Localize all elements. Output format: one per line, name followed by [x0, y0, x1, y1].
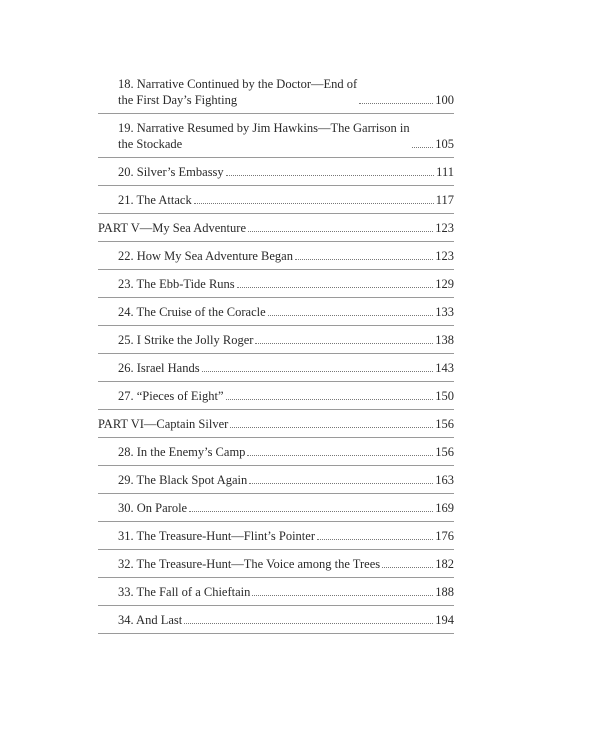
toc-entry-title: 27. “Pieces of Eight” [118, 389, 224, 403]
dot-leader [268, 315, 434, 316]
toc-entry-chapter-28[interactable] [98, 444, 454, 460]
toc-entry-title: 24. The Cruise of the Coracle [118, 305, 266, 319]
dot-leader [237, 287, 434, 288]
toc-entry-chapter-33[interactable] [98, 584, 454, 600]
toc-entry-page: 182 [435, 557, 454, 571]
toc-entry-chapter-31[interactable] [98, 528, 454, 544]
toc-entry-title: 21. The Attack [118, 193, 192, 207]
dot-leader [247, 455, 433, 456]
toc-entry-title: 29. The Black Spot Again [118, 473, 248, 487]
dot-leader [184, 623, 433, 624]
toc-entry-title: 23. The Ebb-Tide Runs [118, 277, 235, 291]
toc-entry-page: 123 [435, 221, 454, 235]
toc-entry-chapter-26[interactable] [98, 360, 454, 376]
toc-entry-page: 156 [435, 417, 454, 431]
dot-leader [189, 511, 433, 512]
toc-part-title: PART VI—Captain Silver [98, 417, 229, 431]
toc-entry-title: 26. Israel Hands [118, 361, 200, 375]
toc-entry-page: 163 [435, 473, 454, 487]
toc-entry-page: 194 [435, 613, 454, 627]
dot-leader [252, 595, 433, 596]
toc-entry-chapter-22[interactable] [98, 248, 454, 264]
toc-entry-title: 20. Silver’s Embassy [118, 165, 224, 179]
toc-entry-page: 105 [435, 137, 454, 151]
toc-entry-chapter-27[interactable] [98, 388, 454, 404]
toc-entry-title: 25. I Strike the Jolly Roger [118, 333, 254, 347]
dot-leader [295, 259, 433, 260]
entry-divider [98, 633, 454, 634]
table-of-contents [98, 70, 454, 634]
toc-entry-title: 32. The Treasure-Hunt—The Voice among the Trees [118, 557, 381, 571]
toc-entry-chapter-32[interactable] [98, 556, 454, 572]
dot-leader [249, 483, 433, 484]
toc-entry-chapter-18[interactable] [98, 76, 454, 108]
toc-entry-page: 111 [436, 165, 454, 179]
toc-entry-title: 28. In the Enemy’s Camp [118, 445, 246, 459]
toc-entry-title: 18. Narrative Continued by the Doctor—End of the First Day’s Fighting [118, 77, 358, 107]
toc-entry-part-vi[interactable] [98, 416, 454, 432]
toc-entry-chapter-23[interactable] [98, 276, 454, 292]
toc-entry-title: 19. Narrative Resumed by Jim Hawkins—The Garrison in the Stockade [118, 121, 410, 151]
dot-leader [255, 343, 433, 344]
toc-entry-chapter-24[interactable] [98, 304, 454, 320]
toc-entry-chapter-29[interactable] [98, 472, 454, 488]
toc-entry-chapter-19[interactable] [98, 120, 454, 152]
toc-entry-part-v[interactable] [98, 220, 454, 236]
toc-entry-title: 30. On Parole [118, 501, 188, 515]
toc-entry-chapter-30[interactable] [98, 500, 454, 516]
toc-entry-page: 129 [435, 277, 454, 291]
toc-part-title: PART V—My Sea Adventure [98, 221, 246, 235]
dot-leader [317, 539, 433, 540]
toc-entry-chapter-25[interactable] [98, 332, 454, 348]
dot-leader [248, 231, 433, 232]
toc-entry-page: 138 [435, 333, 454, 347]
toc-entry-chapter-34[interactable] [98, 612, 454, 628]
toc-entry-page: 150 [435, 389, 454, 403]
toc-entry-page: 123 [435, 249, 454, 263]
toc-entry-title: 34. And Last [118, 613, 183, 627]
dot-leader [226, 175, 435, 176]
dot-leader [226, 399, 434, 400]
toc-entry-page: 133 [435, 305, 454, 319]
toc-entry-chapter-20[interactable] [98, 164, 454, 180]
toc-entry-chapter-21[interactable] [98, 192, 454, 208]
dot-leader [230, 427, 433, 428]
toc-entry-page: 100 [435, 93, 454, 107]
toc-entry-page: 143 [435, 361, 454, 375]
toc-entry-page: 156 [435, 445, 454, 459]
toc-entry-page: 117 [435, 193, 454, 207]
dot-leader [382, 567, 433, 568]
toc-entry-page: 176 [435, 529, 454, 543]
dot-leader [412, 147, 434, 148]
dot-leader [202, 371, 434, 372]
toc-entry-page: 188 [435, 585, 454, 599]
dot-leader [194, 203, 434, 204]
toc-entry-title: 22. How My Sea Adventure Began [118, 249, 293, 263]
toc-entry-page: 169 [435, 501, 454, 515]
toc-entry-title: 33. The Fall of a Chieftain [118, 585, 251, 599]
dot-leader [359, 103, 433, 104]
toc-entry-title: 31. The Treasure-Hunt—Flint’s Pointer [118, 529, 315, 543]
